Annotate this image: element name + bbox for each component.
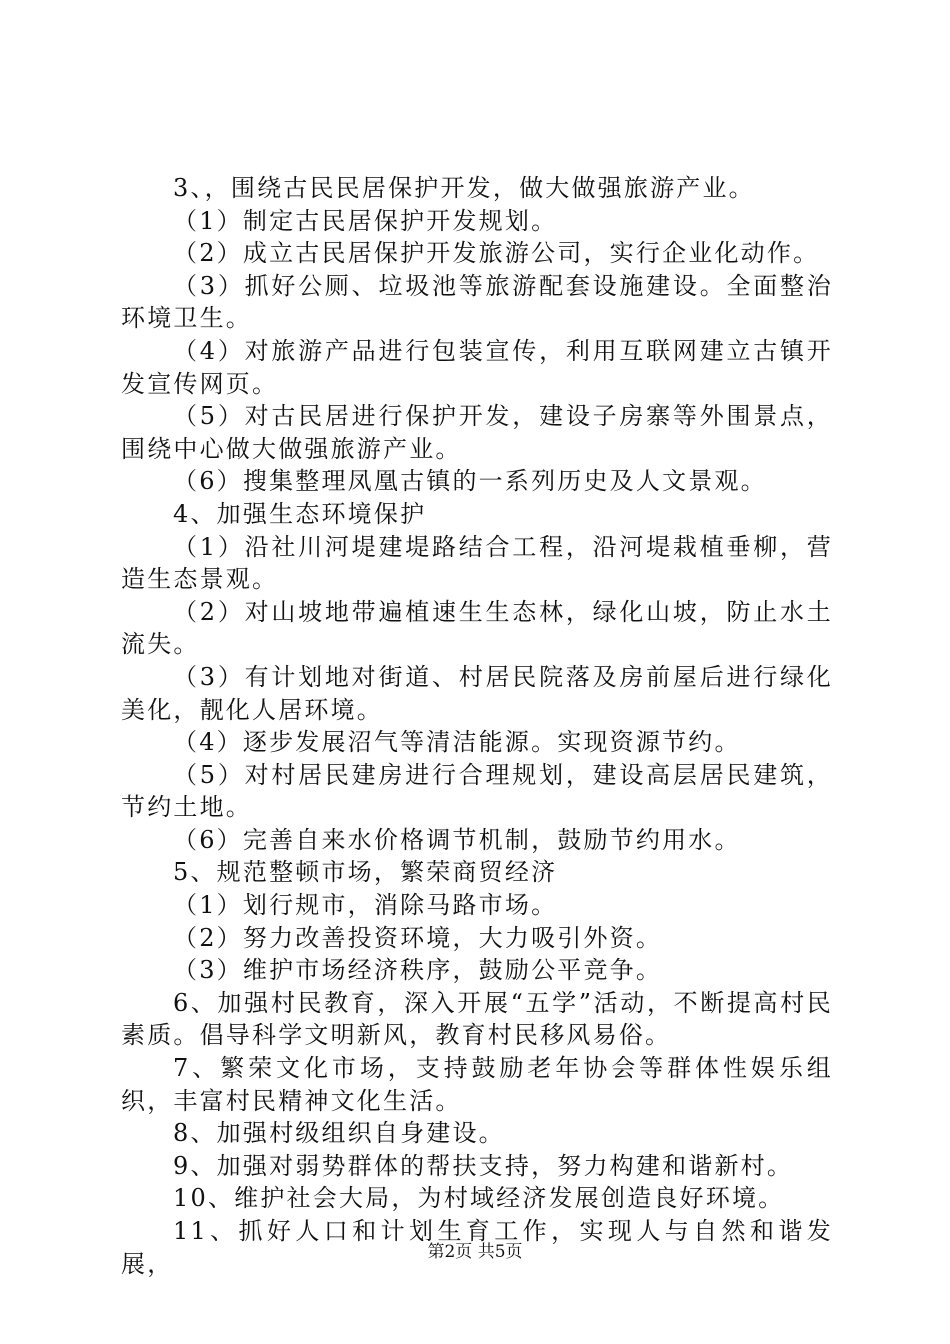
paragraph-3-2: （2）成立古民居保护开发旅游公司，实行企业化动作。 bbox=[173, 239, 820, 268]
paragraph-3-5: （5）对古民居进行保护开发，建设子房寨等外围景点，围绕中心做大做强旅游产业。 bbox=[121, 402, 833, 463]
paragraph-4-3: （3）有计划地对街道、村居民院落及房前屋后进行绿化美化，靓化人居环境。 bbox=[121, 662, 833, 724]
paragraph-4-4: （4）逐步发展沼气等清洁能源。实现资源节约。 bbox=[173, 728, 741, 757]
paragraph-7: 7、繁荣文化市场，支持鼓励老年协会等群体性娱乐组织，丰富村民精神文化生活。 bbox=[121, 1054, 833, 1115]
paragraph-5-heading: 5、规范整顿市场，繁荣商贸经济 bbox=[173, 858, 558, 887]
paragraph-5-1: （1）划行规市，消除马路市场。 bbox=[173, 891, 558, 920]
paragraph-9: 9、加强对弱势群体的帮扶支持，努力构建和谐新村。 bbox=[173, 1151, 794, 1180]
paragraph-4-1: （1）沿社川河堤建堤路结合工程，沿河堤栽植垂柳，营造生态景观。 bbox=[121, 532, 833, 594]
paragraph-11: 11、抓好人口和计划生育工作，实现人与自然和谐发展， bbox=[121, 1217, 833, 1278]
paragraph-10: 10、维护社会大局，为村域经济发展创造良好环境。 bbox=[173, 1184, 785, 1213]
paragraph-4-2: （2）对山坡地带遍植速生生态林，绿化山坡，防止水土流失。 bbox=[121, 597, 833, 659]
paragraph-3-heading: 3、，围绕古民民居保护开发，做大做强旅游产业。 bbox=[173, 174, 755, 202]
paragraph-5-2: （2）努力改善投资环境，大力吸引外资。 bbox=[173, 923, 663, 952]
paragraph-3-4: （4）对旅游产品进行包装宣传，利用互联网建立古镇开发宣传网页。 bbox=[121, 336, 833, 398]
paragraph-4-5: （5）对村居民建房进行合理规划，建设高层居民建筑，节约土地。 bbox=[121, 760, 833, 822]
paragraph-3-6: （6）搜集整理凤凰古镇的一系列历史及人文景观。 bbox=[173, 467, 767, 496]
paragraph-6: 6、加强村民教育，深入开展“五学”活动，不断提高村民素质。倡导科学文明新风，教育村民移风易俗。 bbox=[121, 988, 833, 1050]
paragraph-3-1: （1）制定古民居保护开发规划。 bbox=[173, 206, 558, 235]
paragraph-4-heading: 4、加强生态环境保护 bbox=[173, 499, 427, 528]
paragraph-5-3: （3）维护市场经济秩序，鼓励公平竞争。 bbox=[173, 956, 663, 985]
page-number-footer: 第2页 共5页 bbox=[427, 1242, 523, 1262]
paragraph-4-6: （6）完善自来水价格调节机制，鼓励节约用水。 bbox=[173, 825, 741, 854]
paragraph-3-3: （3）抓好公厕、垃圾池等旅游配套设施建设。全面整治环境卫生。 bbox=[121, 271, 833, 333]
document-body bbox=[121, 172, 833, 1280]
paragraph-8: 8、加强村级组织自身建设。 bbox=[173, 1119, 505, 1148]
